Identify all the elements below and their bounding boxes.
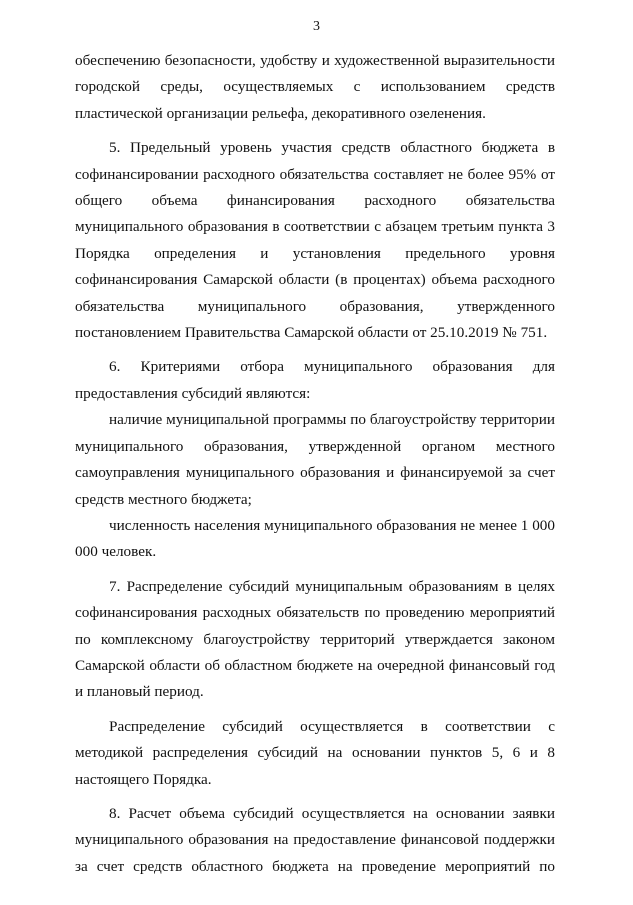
- paragraph-continuation: обеспечению безопасности, удобству и художественной выразительности городской среды, осуществляемых с использованием средств пластической организации рельефа, декоративного озеленения.: [75, 52, 555, 122]
- paragraph-distribution: Распределение субсидий осуществляется в соответствии с методикой распределения субсидий на основании пунктов 5, 6 и 8 настоящего Порядка.: [75, 717, 555, 788]
- paragraph-item-7: 7. Распределение субсидий муниципальным образованиям в целях софинансирования расходных обязательств по проведению мероприятий по комплексному благоустройству территорий утверждается законом Самарской области об областном бюджете на очередной финансовый год и плановый период.: [75, 577, 555, 701]
- page-number: 3: [313, 19, 320, 34]
- paragraph-criterion-program: наличие муниципальной программы по благоустройству территории муниципального образования, утвержденной органом местного самоуправления муниципального образования и финансируемой за счет средств местного бюджета;: [75, 411, 555, 508]
- document-body: [75, 48, 555, 888]
- paragraph-item-8: 8. Расчет объема субсидий осуществляется на основании заявки муниципального образования на предоставление финансовой поддержки за счет средств областного бюджета на проведение мероприятий по: [75, 804, 555, 875]
- paragraph-criterion-population: численность населения муниципального образования не менее 1 000 000 человек.: [75, 516, 555, 561]
- paragraph-item-5: 5. Предельный уровень участия средств областного бюджета в софинансировании расходного обязательства составляет не более 95% от общего объема финансирования расходного обязательства муниципального образования в соответствии с абзацем третьим пункта 3 Порядка определения и установления предельного уровня софинансирования Самарской области (в процентах) объема расходного обязательства муниципального образования, утвержденного постановлением Правительства Самарской области от 25.10.2019 № 751.: [75, 139, 555, 342]
- paragraph-item-6: 6. Критериями отбора муниципального образования для предоставления субсидий являются:: [75, 358, 555, 402]
